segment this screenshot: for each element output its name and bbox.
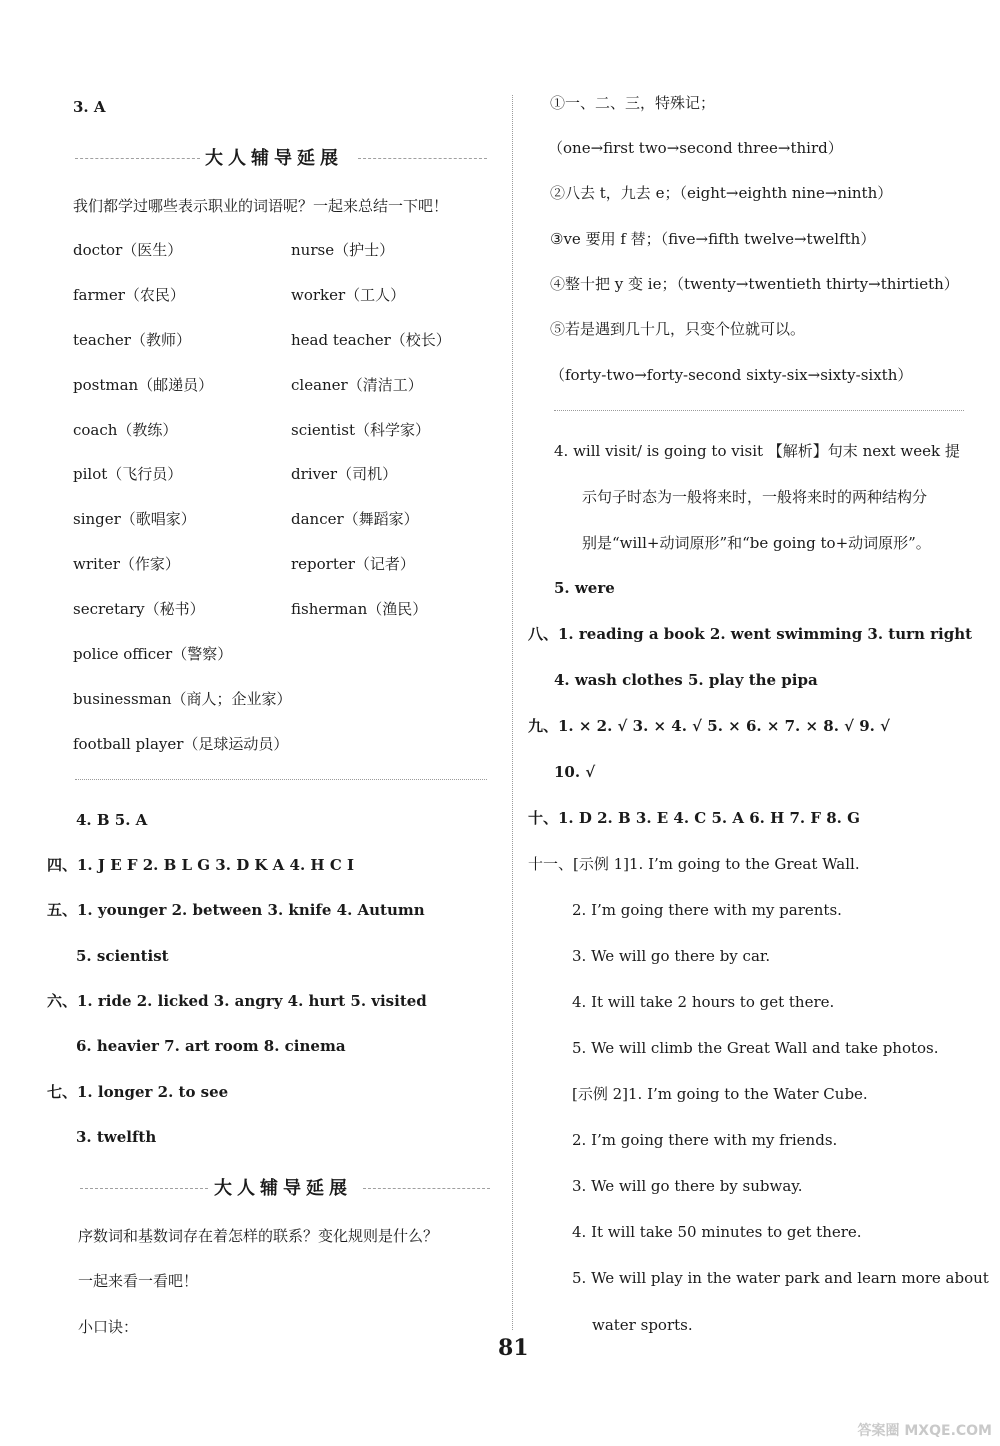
q4-explanation: 4. will visit/ is going to visit 【解析】句末 next week 提	[554, 442, 960, 460]
occupation-item: businessman（商人；企业家）	[73, 690, 292, 708]
answer-line: 五、1. younger 2. between 3. knife 4. Autumn	[47, 901, 425, 919]
answer-line: 4. B 5. A	[76, 811, 148, 829]
occupation-item: nurse（护士）	[291, 241, 395, 259]
occupation-item: reporter（记者）	[291, 555, 415, 573]
rule-line: （one→first two→second three→third）	[548, 139, 843, 157]
occupation-item: coach（教练）	[73, 421, 178, 439]
occupation-item: worker（工人）	[291, 286, 406, 304]
section-divider	[75, 779, 487, 780]
answer-line: 5. scientist	[76, 947, 169, 965]
answer-line: 10. √	[554, 763, 596, 781]
rule-line: ①一、二、三，特殊记；	[550, 94, 716, 112]
occupation-item: postman（邮递员）	[73, 376, 214, 394]
answer-line: 九、1. × 2. √ 3. × 4. √ 5. × 6. × 7. × 8. √ 9. √	[528, 717, 890, 735]
occupation-item: pilot（飞行员）	[73, 465, 183, 483]
answer-line: 5. We will climb the Great Wall and take photos.	[572, 1039, 939, 1057]
occupation-item: teacher（教师）	[73, 331, 191, 349]
occupation-item: cleaner（清洁工）	[291, 376, 423, 394]
answer-line: 2. I’m going there with my friends.	[572, 1131, 838, 1149]
q4-explanation: 别是“will+动词原形”和“be going to+动词原形”。	[582, 534, 931, 552]
section-title: 大人辅导延展	[205, 148, 343, 169]
occupation-item: writer（作家）	[73, 555, 180, 573]
rule-line: ⑤若是遇到几十几，只变个位就可以。	[550, 320, 806, 338]
column-divider	[512, 95, 513, 1330]
rule-line: ③ve 要用 f 替；（five→fifth twelve→twelfth）	[550, 230, 876, 248]
rule-line: ②八去 t，九去 e；（eight→eighth nine→ninth）	[550, 184, 893, 202]
occupation-item: secretary（秘书）	[73, 600, 205, 618]
section-text: 小口诀：	[78, 1318, 139, 1336]
answer-line: 四、1. J E F 2. B L G 3. D K A 4. H C I	[47, 856, 354, 874]
occupation-item: fisherman（渔民）	[291, 600, 428, 618]
section-text: 一起来看一看吧！	[78, 1272, 199, 1290]
answer-line: [示例 2]1. I’m going to the Water Cube.	[572, 1085, 868, 1103]
answer-line: 八、1. reading a book 2. went swimming 3. turn right	[528, 625, 973, 643]
answer-line: 4. wash clothes 5. play the pipa	[554, 671, 818, 689]
answer-line: 七、1. longer 2. to see	[47, 1083, 229, 1101]
watermark-logo	[858, 1420, 993, 1440]
answer-line: 十、1. D 2. B 3. E 4. C 5. A 6. H 7. F 8. G	[528, 809, 860, 827]
header-dash-left	[75, 158, 200, 159]
section-title: 大人辅导延展	[214, 1178, 352, 1199]
answer-line: 2. I’m going there with my parents.	[572, 901, 842, 919]
answer-line: water sports.	[592, 1316, 693, 1334]
occupation-item: farmer（农民）	[73, 286, 185, 304]
occupation-item: dancer（舞蹈家）	[291, 510, 419, 528]
answer-line: 5. were	[554, 579, 615, 597]
page-number: 81	[498, 1335, 529, 1361]
header-dash-right	[363, 1188, 490, 1189]
answer-line: 十一、[示例 1]1. I’m going to the Great Wall.	[528, 855, 860, 873]
answer-line: 六、1. ride 2. licked 3. angry 4. hurt 5. visited	[47, 992, 427, 1010]
occupation-item: driver（司机）	[291, 465, 398, 483]
occupation-item: scientist（科学家）	[291, 421, 430, 439]
section-text: 序数词和基数词存在着怎样的联系？变化规则是什么？	[78, 1227, 439, 1245]
occupation-item: football player（足球运动员）	[73, 735, 289, 753]
answer-line: 6. heavier 7. art room 8. cinema	[76, 1037, 346, 1055]
answer-line: 3. We will go there by car.	[572, 947, 771, 965]
section-header-1	[75, 144, 487, 172]
section-header-2	[80, 1174, 490, 1202]
occupation-item: head teacher（校长）	[291, 331, 451, 349]
occupation-item: police officer（警察）	[73, 645, 233, 663]
rule-line: （forty-two→forty-second sixty-six→sixty-sixth）	[550, 366, 913, 384]
occupation-item: singer（歌唱家）	[73, 510, 196, 528]
answer-3: 3. A	[73, 98, 106, 116]
header-dash-right	[358, 158, 487, 159]
watermark-text: 答案圈 MXQE.COM	[857, 1423, 992, 1439]
answer-line: 4. It will take 2 hours to get there.	[572, 993, 835, 1011]
answer-line: 4. It will take 50 minutes to get there.	[572, 1223, 862, 1241]
answer-line: 5. We will play in the water park and learn more about	[572, 1269, 989, 1287]
rule-line: ④整十把 y 变 ie；（twenty→twentieth thirty→thirtieth）	[550, 275, 959, 293]
section-divider	[554, 410, 964, 411]
occupation-item: doctor（医生）	[73, 241, 183, 259]
answer-line: 3. twelfth	[76, 1128, 157, 1146]
section-intro: 我们都学过哪些表示职业的词语呢？一起来总结一下吧！	[73, 197, 449, 215]
answer-line: 3. We will go there by subway.	[572, 1177, 803, 1195]
q4-explanation: 示句子时态为一般将来时，一般将来时的两种结构分	[582, 488, 928, 506]
header-dash-left	[80, 1188, 208, 1189]
